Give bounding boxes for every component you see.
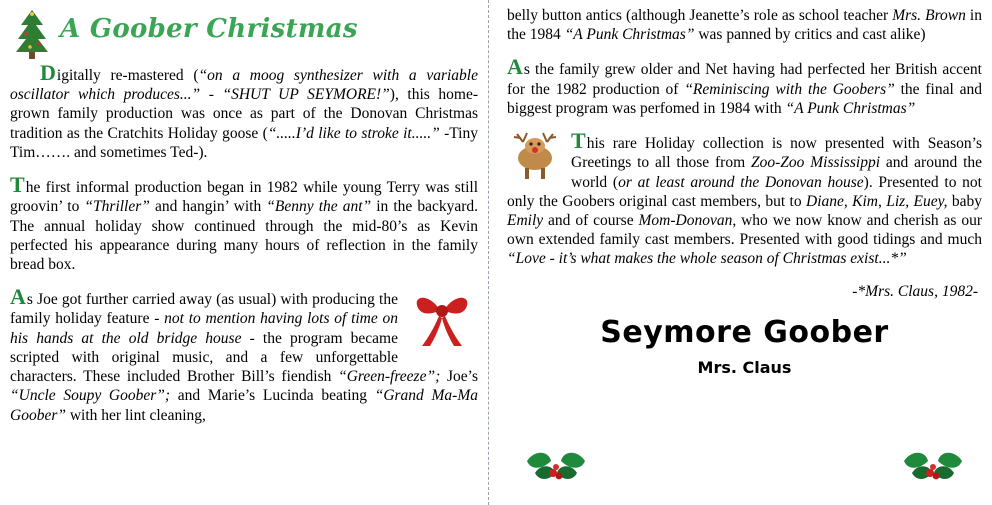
p6-text-d: baby [947,192,982,210]
p5-quote-1: “Reminiscing with the Goobers” [684,80,895,98]
paragraph-3 [10,286,478,425]
p5-text-a: s the family grew older and Net having had perfected her British accent for the 1982 production of [507,61,982,98]
p2-text-c: in the backyard. The annual holiday show continued through the mid-80’s as Kevin perfected his appearance during many hours of reflection in the family bread box. [10,198,478,273]
title-row [10,6,478,60]
p4-quote-1: “A Punk Christmas” [564,26,695,44]
paragraph-4 [507,6,982,44]
author-subtitle: Mrs. Claus [697,357,792,377]
p6-italic-4: Emily [507,211,544,229]
p4-text-c: was panned by critics and cast alike) [694,26,926,44]
p2-text-b: and hangin’ with [149,198,267,216]
p6-italic-5: Mom-Donovan [638,211,733,229]
p3-text-e: with her lint cleaning, [65,406,206,424]
p4-italic-1: Mrs. Brown [892,7,966,24]
p1-text-d: -Tiny Tim……. and sometimes Ted-). [10,124,478,161]
left-column [0,0,489,505]
dropcap-d: D [40,60,56,85]
p3-text-b: - the program became scripted with original music, and a few unforgettable characters. These included Brother Bill’s fiendish [10,329,398,386]
dropcap-a: A [10,284,26,310]
p1-text-b: - [200,86,223,104]
holly-icon [896,445,970,487]
p1-quote-3: “.....I’d like to stroke it.....” [267,124,440,142]
christmas-tree-icon [10,8,54,60]
dropcap-a-2: A [507,54,523,80]
p3-quote-1: “Green-freeze”; [338,368,441,386]
p6-quote-1: “Love - it’s what makes the whole season of Christmas exist...*” [507,250,907,268]
p4-text-a: belly button antics (although Jeanette’s role as school teacher [507,7,893,24]
p6-text-f: , who we now know and cherish as our own extended family cast members. Presented with good tidings and much [507,211,982,249]
p3-text-d: and Marie’s Lucinda beating [170,387,375,405]
p3-text-c: Joe’s [440,368,479,386]
p3-quote-3: “Grand Ma-Ma Goober” [10,387,478,424]
holly-decorations [497,445,992,487]
right-column [497,0,992,505]
p5-text-b: the final and biggest program was perfomed in 1984 with [507,80,983,117]
paragraph-6 [507,130,982,269]
ribbon-bow-icon [406,288,478,350]
p6-text-b: and around the world ( [571,154,983,191]
p6-italic-1: Zoo-Zoo Mississippi [751,154,881,172]
p2-text-a: he first informal production began in 1982 while young Terry was still groovin’ to [10,179,478,216]
p1-quote-1: “on a moog synthesizer with a variable oscillator which produces...” [10,67,478,104]
p3-quote-2: “Uncle Soupy Goober”; [10,387,171,405]
paragraph-1 [10,62,478,162]
name-block [507,315,982,377]
p4-text-b: in the 1984 [507,7,982,44]
dropcap-t: T [10,172,25,198]
p6-italic-2: or at least around the Donovan house [618,173,864,191]
reindeer-icon [507,130,565,182]
p1-text-c: ), this home-grown family production was once as part of the Donovan Christmas tradition as the Cratchits Holiday goose ( [10,86,479,142]
p5-quote-2: “A Punk Christmas” [785,99,916,117]
holly-icon [519,445,593,487]
p6-text-e: and of course [543,211,639,229]
p3-italic-1: not to mention having lots of time on his hands at the old bridge house [10,310,399,347]
paragraph-2 [10,174,478,274]
p6-italic-3: Diane, Kim, Liz, Euey, [806,192,948,210]
p6-text-c: ). Presented to not only the Goobers original cast members, but to [507,173,982,210]
dropcap-t-2: T [571,128,586,154]
p2-quote-2: “Benny the ant” [266,198,372,216]
p2-quote-1: “Thriller” [84,198,150,216]
p1-text-a: igitally re-mastered ( [56,67,199,84]
paragraph-5 [507,56,982,118]
p3-text-a: s Joe got further carried away (as usual) with producing the family holiday feature - [10,291,398,328]
author-name: Seymore Goober [600,314,889,350]
signature-line: -*Mrs. Claus, 1982- [852,282,978,300]
p6-text-a: his rare Holiday collection is now presented with Season’s Greetings to all those from [571,135,982,172]
page-title: A Goober Christmas [60,14,358,44]
p1-quote-2: “SHUT UP SEYMORE!” [222,86,390,104]
